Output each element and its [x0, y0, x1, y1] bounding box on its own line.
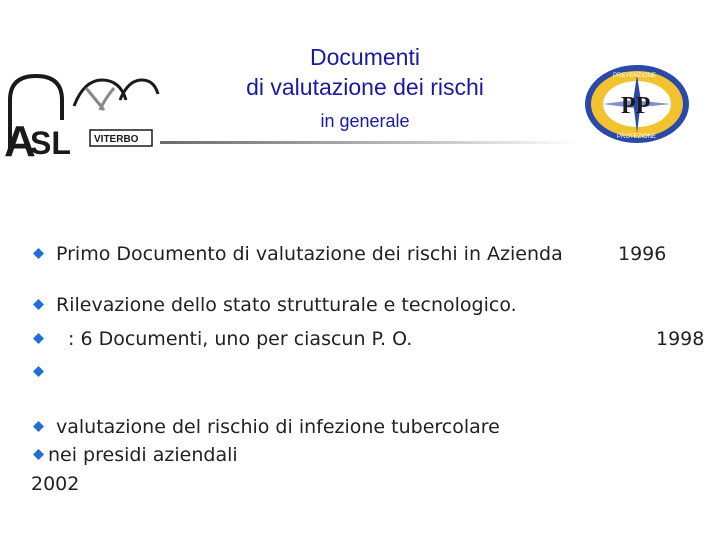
asl-letter-a: A: [4, 117, 36, 160]
pp-ring-text-top: PREVENZIONE: [613, 73, 657, 79]
asl-viterbo-logo: [2, 70, 162, 160]
asl-letters-sl: SL: [30, 125, 71, 160]
item3-year: 2002: [31, 473, 80, 495]
prevenzione-protezione-logo: [583, 63, 691, 145]
item3-line1: valutazione del rischio di infezione tubercolare: [56, 416, 500, 438]
item2-line2: : 6 Documenti, uno per ciascun P. O.: [68, 328, 413, 350]
title-divider: [160, 141, 580, 144]
item3-line2: nei presidi aziendali: [48, 444, 238, 466]
bullet-icon: [33, 333, 44, 344]
slide-title-block: [200, 42, 530, 134]
bullet-icon: [33, 366, 44, 377]
bullet-icon: [33, 449, 44, 460]
slide-title-line2: di valutazione dei rischi: [246, 74, 484, 100]
asl-viterbo-label: VITERBO: [94, 134, 139, 145]
pp-ring-text-bottom: PROTEZIONE: [617, 134, 657, 140]
bullet-icon: [33, 421, 44, 432]
item1-text: Primo Documento di valutazione dei rischi in Azienda: [56, 243, 563, 265]
item2-line1: Rilevazione dello stato strutturale e tecnologico.: [56, 294, 517, 316]
item2-year: 1998: [656, 328, 705, 350]
bullet-icon: [33, 299, 44, 310]
item1-year: 1996: [618, 243, 667, 265]
bullet-icon: [33, 248, 44, 259]
pp-letters: PP: [621, 93, 651, 119]
slide-title-line1: Documenti: [310, 44, 420, 70]
slide-subtitle: in generale: [320, 111, 410, 131]
